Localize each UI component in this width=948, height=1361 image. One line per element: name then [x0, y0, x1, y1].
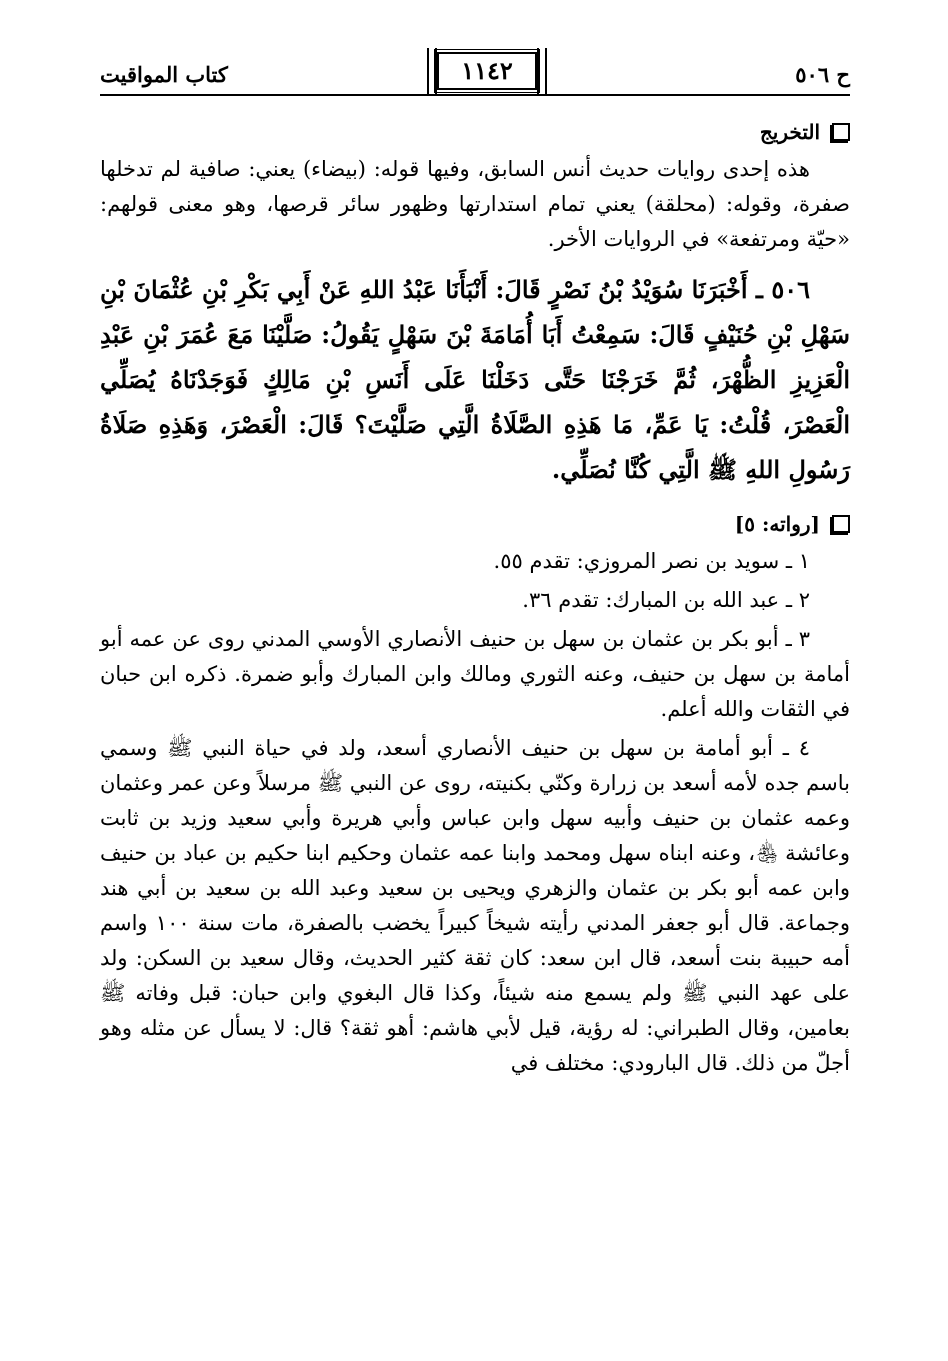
page-number: ١١٤٢	[437, 52, 537, 90]
takhrij-heading	[100, 120, 850, 144]
book-title: كتاب المواقيت	[100, 62, 228, 87]
narrator-entry: ٢ ـ عبد الله بن المبارك: تقدم ٣٦.	[522, 588, 810, 612]
hadith-reference: ح ٥٠٦	[795, 62, 850, 87]
square-bullet-icon	[832, 515, 850, 533]
narrator-entry: ١ ـ سويد بن نصر المروزي: تقدم ٥٥.	[493, 549, 810, 573]
narrator-entry: ٣ ـ أبو بكر بن عثمان بن سهل بن حنيف الأنصاري الأوسي المدني روى عن عمه أبو أمامة بن سهل بن حنيف، وعنه الثوري ومالك وابن المبارك وأبو ضمرة. ذكره ابن حبان في الثقات والله أعلم.	[100, 627, 850, 721]
hadith-text: ٥٠٦ ـ أَخْبَرَنَا سُوَيْدُ بْنُ نَصْرٍ قَالَ: أَنْبَأَنَا عَبْدُ اللهِ عَنْ أَبِي بَكْرِ بْنِ عُثْمَانَ بْنِ سَهْلِ بْنِ حُنَيْفٍ قَالَ: سَمِعْتُ أَبَا أُمَامَةَ بْنَ سَهْلٍ يَقُولُ: صَلَّيْنَا مَعَ عُمَرَ بْنِ عَبْدِ الْعَزِيزِ الظُّهْرَ، ثُمَّ خَرَجْنَا حَتَّى دَخَلْنَا عَلَى أَنَسِ بْنِ مَالِكٍ فَوَجَدْنَاهُ يُصَلِّي الْعَصْرَ، قُلْتُ: يَا عَمِّ، مَا هَذِهِ الصَّلَاةُ الَّتِي صَلَّيْتَ؟ قَالَ: الْعَصْرَ، وَهَذِهِ صَلَاةُ رَسُولِ اللهِ ﷺ الَّتِي كُنَّا نُصَلِّي.	[100, 275, 850, 484]
takhrij-title: التخريج	[759, 120, 820, 144]
takhrij-paragraph: هذه إحدى روايات حديث أنس السابق، وفيها قوله: (بيضاء) يعني: صافية لم تدخلها صفرة، وقوله: (محلقة) يعني تمام استدارتها وظهور سائر قرصها، وهو معنى قولهم: «حيّة ومرتفعة» في الروايات الأخر.	[100, 157, 850, 251]
page-content	[100, 120, 850, 1081]
square-bullet-icon	[832, 123, 850, 141]
narrators-heading	[100, 512, 850, 536]
page-header	[100, 52, 850, 96]
narrator-entry: ٤ ـ أبو أمامة بن سهل بن حنيف الأنصاري أسعد، ولد في حياة النبي ﷺ وسمي باسم جده لأمه أسعد بن زرارة وكنّي بكنيته، روى عن النبي ﷺ مرسلاً وعن عمر وعثمان وعمه عثمان بن حنيف وأبيه سهل وابن عباس وأبي هريرة وأبي سعيد وزيد بن ثابت وعائشة ﵃، وعنه ابناه سهل ومحمد وابنا عمه عثمان وحكيم ابنا حكيم بن عباد بن حنيف وابن عمه أبو بكر بن عثمان والزهري ويحيى بن سعيد وعبد الله بن سعيد بن أبي هند وجماعة. قال أبو جعفر المدني رأيته شيخاً كبيراً يخضب بالصفرة، مات سنة ١٠٠ واسم أمه حبيبة بنت أسعد، قال ابن سعد: كان ثقة كثير الحديث، وقال سعيد بن السكن: ولد على عهد النبي ﷺ ولم يسمع منه شيئاً، وكذا قال البغوي وابن حبان: قبل وفاته ﷺ بعامين، وقال الطبراني: له رؤية، قيل لأبي هاشم: أهو ثقة؟ قال: لا يسأل عن مثله وهو أجلّ من ذلك. قال البارودي: مختلف في	[100, 736, 850, 1075]
header-rule	[100, 94, 850, 96]
narrators-title: [رواته: ٥]	[734, 512, 820, 536]
